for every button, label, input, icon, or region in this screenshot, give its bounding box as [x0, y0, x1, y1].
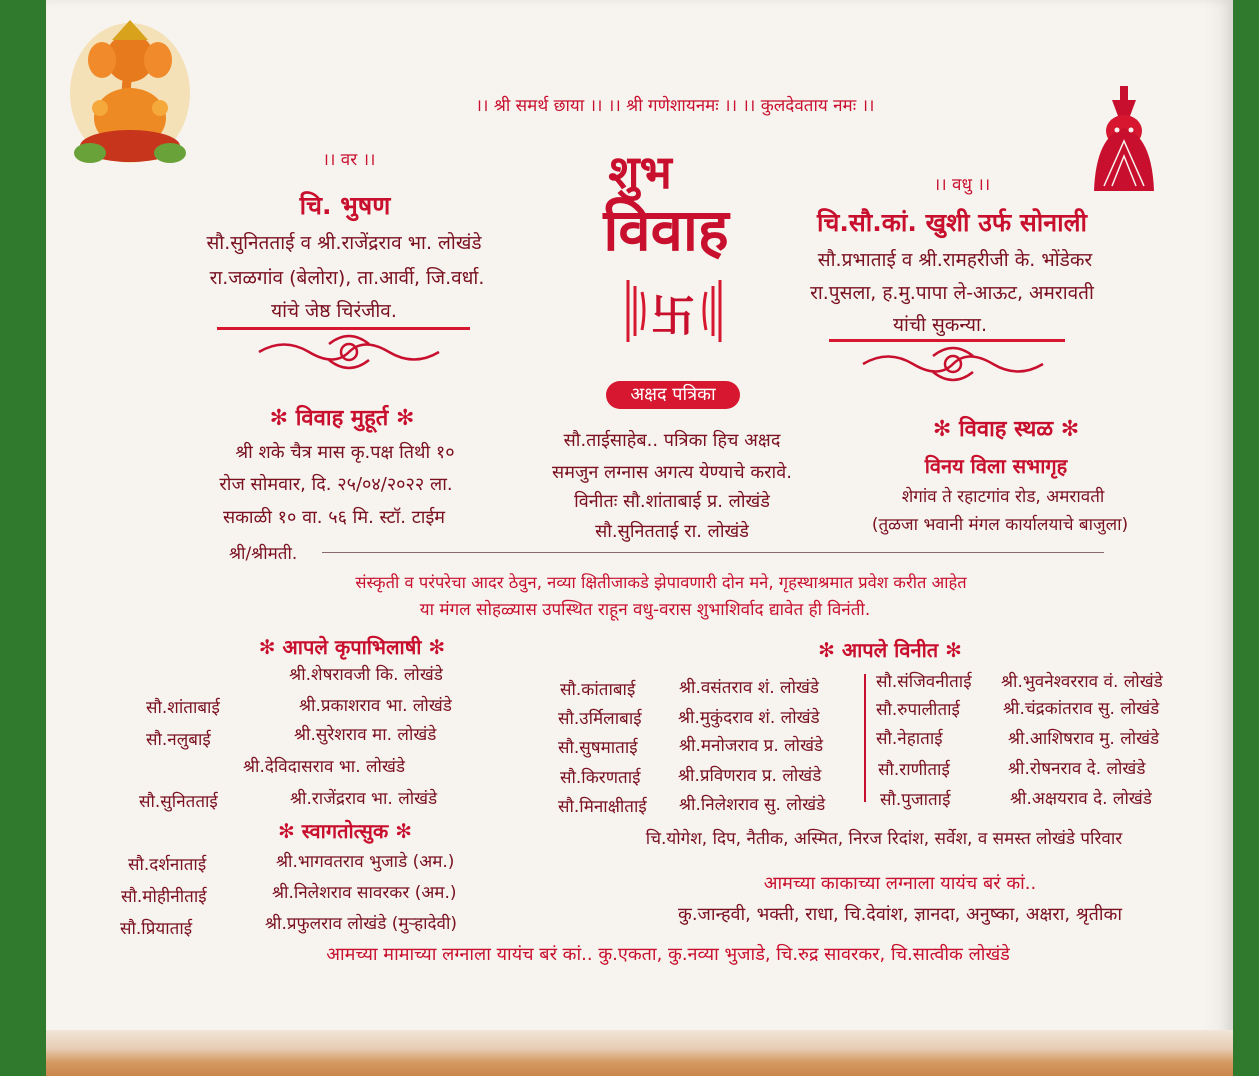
swastik-icon: 卐	[651, 291, 695, 342]
vinit-husband: श्री.चंद्रकांतराव सु. लोखंडे	[1003, 699, 1160, 719]
kaka-names: कु.जान्हवी, भक्ती, राधा, चि.देवांश, ज्ञानदा, अनुष्का, अक्षरा, श्रृतीका	[677, 904, 1123, 925]
bride-label: ।। वधु ।।	[933, 175, 991, 195]
vinit-heading: ✻ आपले विनीत ✻	[818, 638, 962, 662]
bride-parents: सौ.प्रभाताई व श्री.रामहरीजी के. भोंडेकर	[817, 249, 1093, 271]
vinit-column-divider	[864, 674, 866, 802]
swagatotsuk-right: श्री.निलेशराव सावरकर (अम.)	[272, 883, 457, 903]
vinit-husband: श्री.निलेशराव सु. लोखंडे	[679, 795, 826, 815]
kripabhilashi-top: श्री.शेषरावजी कि. लोखंडे	[289, 665, 443, 685]
akshad-line-1: सौ.ताईसाहेब.. पत्रिका हिच अक्षद	[563, 430, 781, 451]
bride-name: चि.सौ.कां. खुशी उर्फ सोनाली	[816, 208, 1088, 237]
bride-flourish-icon	[858, 344, 1048, 384]
page-fold-shade	[1203, 0, 1233, 1030]
vinit-husband: श्री.मनोजराव प्र. लोखंडे	[679, 736, 824, 756]
akshad-line-2: समजुन लग्नास अगत्य येण्याचे करावे.	[552, 462, 792, 483]
vinit-wife: सौ.सुषमाताई	[558, 738, 638, 758]
invitee-name-line	[322, 552, 1104, 553]
vinit-husband: श्री.मुकुंदराव शं. लोखंडे	[678, 708, 820, 728]
vinit-wife: सौ.राणीताई	[878, 760, 950, 780]
swagatotsuk-heading: ✻ स्वागतोत्सुक ✻	[278, 819, 412, 843]
kripabhilashi-left: सौ.सुनितताई	[139, 792, 218, 812]
kripabhilashi-left: सौ.शांताबाई	[146, 698, 220, 718]
vinit-husband: श्री.रोषनराव दे. लोखंडे	[1008, 759, 1146, 779]
groom-flourish-icon	[254, 332, 444, 372]
groom-parents: सौ.सुनितताई व श्री.राजेंद्रराव भा. लोखंडे	[206, 232, 482, 254]
groom-name: चि. भुषण	[299, 191, 391, 220]
swagatotsuk-right: श्री.भागवतराव भुजाडे (अम.)	[276, 852, 455, 872]
swagatotsuk-left: सौ.प्रियाताई	[120, 919, 193, 939]
swagatotsuk-right: श्री.प्रफुलराव लोखंडे (मुऱ्हादेवी)	[265, 914, 458, 934]
vinit-wife: सौ.किरणताई	[560, 768, 641, 788]
vinit-husband: श्री.वसंतराव शं. लोखंडे	[679, 678, 819, 698]
vinit-family: चि.योगेश, दिप, नैतीक, अस्मित, निरज रिदांश, सर्वेश, व समस्त लोखंडे परिवार	[645, 829, 1123, 849]
card-bottom-band	[46, 1030, 1233, 1076]
vinit-husband: श्री.भुवनेश्वरराव वं. लोखंडे	[1001, 672, 1163, 692]
kripabhilashi-right: श्री.देविदासराव भा. लोखंडे	[243, 757, 405, 777]
kaka-heading: आमच्या काकाच्या लग्नाला यायंच बरं कां..	[763, 873, 1037, 894]
venue-landmark: (तुळजा भवानी मंगल कार्यालयाचे बाजुला)	[871, 515, 1129, 535]
muhurt-line-2: रोज सोमवार, दि. २५/०४/२०२२ ला.	[219, 474, 453, 495]
kripabhilashi-right: श्री.प्रकाशराव भा. लोखंडे	[299, 696, 452, 716]
vinit-wife: सौ.मिनाक्षीताई	[558, 797, 647, 817]
vinit-husband: श्री.अक्षयराव दे. लोखंडे	[1010, 789, 1152, 809]
groom-label: ।। वर ।।	[322, 150, 376, 170]
kripabhilashi-right: श्री.सुरेशराव मा. लोखंडे	[294, 725, 437, 745]
invitee-label: श्री/श्रीमती.	[229, 544, 298, 564]
groom-address: रा.जळगांव (बेलोरा), ता.आर्वी, जि.वर्धा.	[209, 267, 485, 289]
muhurt-heading: ✻ विवाह मुहूर्त ✻	[269, 406, 415, 431]
vinit-wife: सौ.रुपालीताई	[876, 700, 960, 720]
akshad-line-4: सौ.सुनितताई रा. लोखंडे	[595, 521, 749, 542]
top-invocation: ।। श्री समर्थ छाया ।। ।। श्री गणेशायनमः ।। ।। कुलदेवताय नमः ।।	[475, 96, 875, 116]
vinit-wife: सौ.उर्मिलाबाई	[558, 709, 642, 729]
kuldevata-icon	[1074, 86, 1174, 198]
akshad-patrika-badge: अक्षद पत्रिका	[606, 381, 740, 409]
vinit-wife: सौ.संजिवनीताई	[876, 672, 972, 692]
swagatotsuk-left: सौ.मोहीनीताई	[121, 887, 207, 907]
kripabhilashi-left: सौ.नलुबाई	[146, 730, 211, 750]
venue-name: विनय विला सभागृह	[924, 454, 1068, 478]
akshad-line-3: विनीतः सौ.शांताबाई प्र. लोखंडे	[574, 491, 770, 512]
muhurt-line-1: श्री शके चैत्र मास कृ.पक्ष तिथी १०	[235, 442, 455, 463]
vinit-wife: सौ.कांताबाई	[560, 680, 636, 700]
invite-text-line-2: या मंगल सोहळ्यास उपस्थित राहून वधु-वरास शुभाशिर्वाद द्यावेत ही विनंती.	[419, 600, 871, 620]
groom-relation: यांचे जेष्ठ चिरंजीव.	[271, 300, 397, 322]
title-vivah: विवाह	[603, 196, 729, 264]
vinit-husband: श्री.प्रविणराव प्र. लोखंडे	[678, 766, 822, 786]
vinit-wife: सौ.नेहाताई	[876, 729, 943, 749]
title-shubh: शुभ	[608, 145, 672, 199]
kripabhilashi-heading: ✻ आपले कृपाभिलाषी ✻	[258, 635, 446, 659]
muhurt-line-3: सकाळी १० वा. ५६ मि. स्टॉ. टाईम	[222, 507, 446, 528]
bride-address: रा.पुसला, ह.मु.पापा ले-आऊट, अमरावती	[810, 282, 1094, 304]
venue-road: शेगांव ते रहाटगांव रोड, अमरावती	[901, 487, 1105, 507]
mama-line: आमच्या मामाच्या लग्नाला यायंच बरं कां.. कु.एकता, कु.नव्या भुजाडे, चि.रुद्र सावरकर, चि.सात्वीक लोखंडे	[326, 944, 1010, 965]
bride-divider-line	[829, 339, 1065, 342]
kripabhilashi-right: श्री.राजेंद्रराव भा. लोखंडे	[290, 789, 438, 809]
bride-relation: यांची सुकन्या.	[893, 314, 987, 336]
groom-divider-line	[217, 327, 470, 330]
invite-text-line-1: संस्कृती व परंपरेचा आदर ठेवुन, नव्या क्षितीजाकडे झेपावणारी दोन मने, गृहस्थाश्रमात प्रवेश करीत आहेत	[355, 573, 967, 592]
vinit-wife: सौ.पुजाताई	[880, 790, 951, 810]
venue-heading: ✻ विवाह स्थळ ✻	[932, 417, 1080, 442]
ganesha-icon	[60, 18, 200, 168]
swagatotsuk-left: सौ.दर्शनाताई	[128, 855, 207, 875]
vinit-husband: श्री.आशिषराव मु. लोखंडे	[1008, 729, 1160, 749]
